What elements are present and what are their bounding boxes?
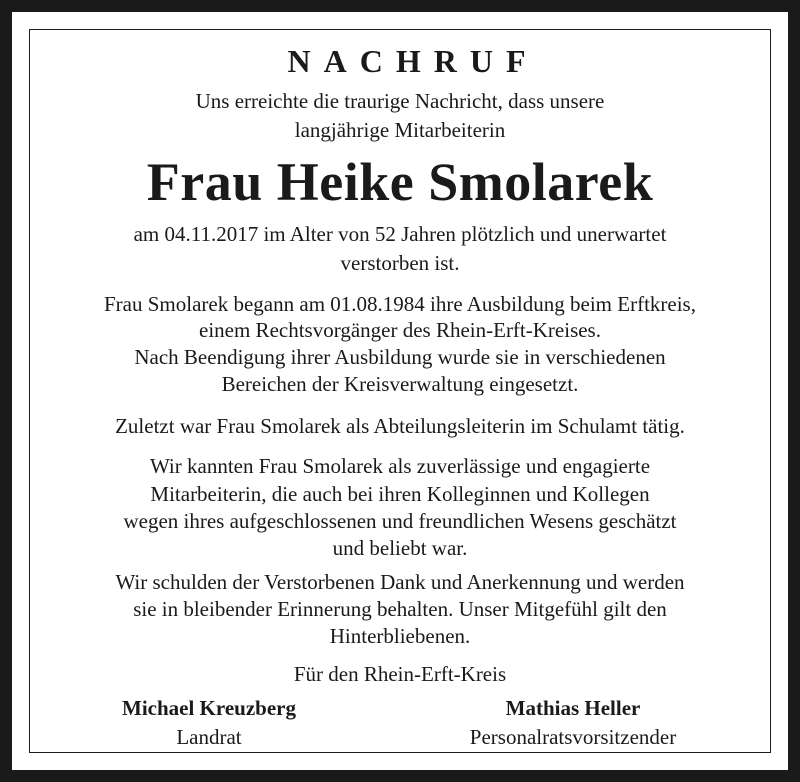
signatory-1-title: Landrat	[176, 725, 242, 749]
signatory-2-title: Personalratsvorsitzender	[469, 725, 677, 749]
signatory-1	[49, 694, 369, 752]
career-line-2: einem Rechtsvorgänger des Rhein-Erft-Kreises.	[199, 318, 601, 342]
character-line-3: wegen ihres aufgeschlossenen und freundlichen Wesens geschätzt	[123, 509, 677, 533]
signatory-1-name: Michael Kreuzberg	[122, 696, 296, 720]
intro-line-2: langjährige Mitarbeiterin	[294, 118, 506, 142]
character-line-2: Mitarbeiterin, die auch bei ihren Kolleginnen und Kollegen	[150, 482, 650, 506]
signatory-2-name: Mathias Heller	[505, 696, 641, 720]
intro-line-1: Uns erreichte die traurige Nachricht, dass unsere	[195, 89, 605, 113]
career-line-4: Bereichen der Kreisverwaltung eingesetzt.	[221, 372, 579, 396]
gratitude-line-1: Wir schulden der Verstorbenen Dank und Anerkennung und werden	[115, 570, 685, 594]
on-behalf-line: Für den Rhein-Erft-Kreis	[293, 662, 507, 686]
career-line-3: Nach Beendigung ihrer Ausbildung wurde sie in verschiedenen	[134, 345, 666, 369]
deceased-name: Frau Heike Smolarek	[146, 152, 654, 212]
character-line-1: Wir kannten Frau Smolarek als zuverlässige und engagierte	[149, 454, 651, 478]
signatory-2	[413, 694, 733, 752]
character-line-4: und beliebt war.	[332, 536, 468, 560]
last-role-line: Zuletzt war Frau Smolarek als Abteilungsleiterin im Schulamt tätig.	[115, 414, 685, 438]
career-line-1: Frau Smolarek begann am 01.08.1984 ihre Ausbildung beim Erftkreis,	[104, 292, 696, 316]
gratitude-line-3: Hinterbliebenen.	[329, 624, 471, 648]
death-line-2: verstorben ist.	[340, 251, 460, 275]
gratitude-line-2: sie in bleibender Erinnerung behalten. Unser Mitgefühl gilt den	[133, 597, 667, 621]
notice-heading: NACHRUF	[287, 43, 539, 79]
death-line-1: am 04.11.2017 im Alter von 52 Jahren plötzlich und unerwartet	[133, 222, 667, 246]
